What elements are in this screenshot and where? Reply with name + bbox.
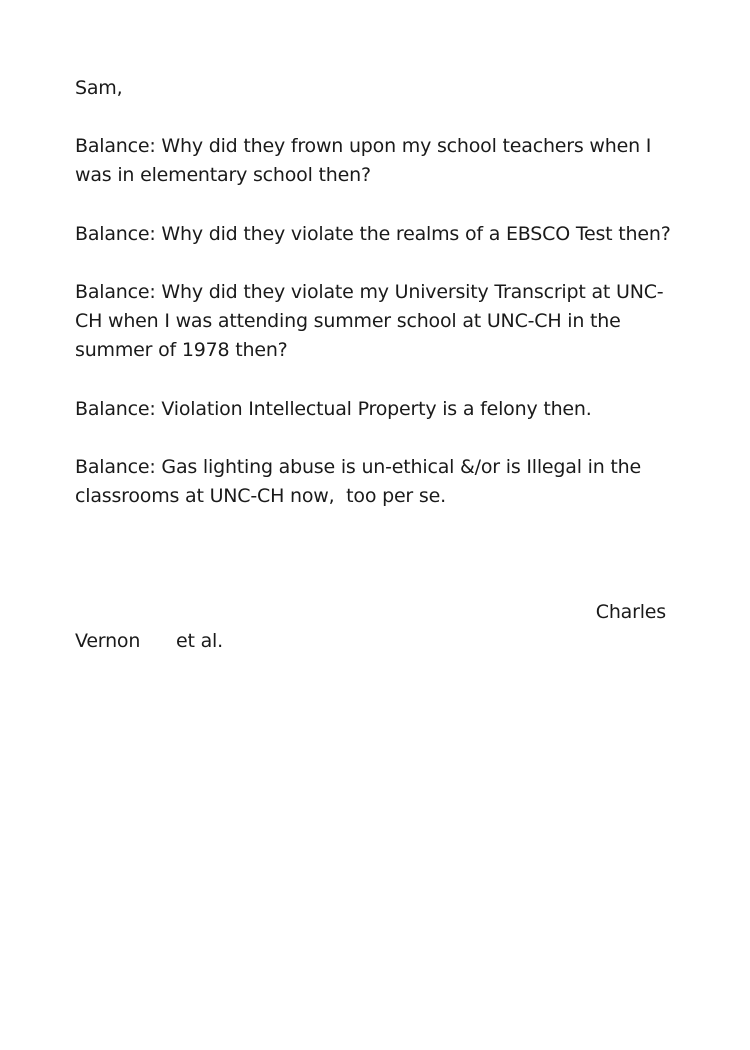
letter-greeting: Sam, — [75, 77, 123, 99]
signature-suffix: et al. — [176, 630, 223, 652]
paragraph-gas-lighting: Balance: Gas lighting abuse is un-ethical &/or is Illegal in the classrooms at UNC-CH now, too per se. — [75, 456, 647, 507]
signature-first-name: Charles — [595, 601, 666, 623]
paragraph-intellectual-property: Balance: Violation Intellectual Property is a felony then. — [75, 398, 592, 420]
paragraph-school-teachers: Balance: Why did they frown upon my school teachers when I was in elementary school then? — [75, 135, 658, 186]
signature-last-name: Vernon — [75, 630, 141, 652]
paragraph-university-transcript: Balance: Why did they violate my University Transcript at UNC-CH when I was attending summer school at UNC-CH in the summer of 1978 then? — [75, 281, 664, 361]
paragraph-ebsco-test: Balance: Why did they violate the realms of a EBSCO Test then? — [75, 223, 671, 245]
